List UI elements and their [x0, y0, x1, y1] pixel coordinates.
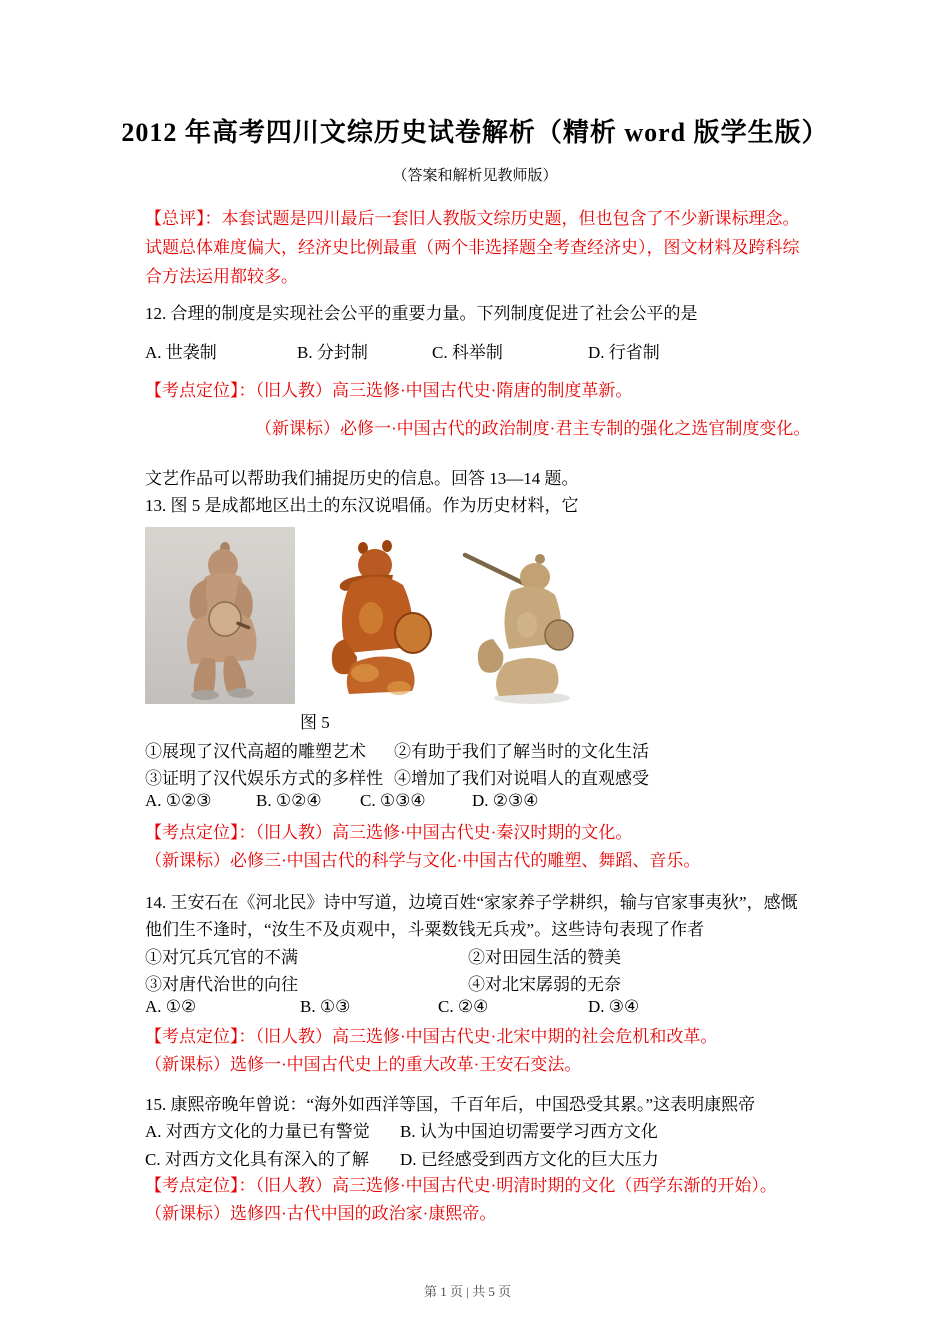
question-12-option-d: D. 行省制 — [588, 343, 660, 362]
question-15-exam-point-2: （新课标）选修四·古代中国的政治家·康熙帝。 — [145, 1204, 497, 1223]
question-14-option-d: D. ③④ — [588, 997, 640, 1016]
question-15-stem: 15. 康熙帝晚年曾说：“海外如西洋等国，千百年后，中国恐受其累。”这表明康熙帝 — [145, 1095, 756, 1114]
figurine-photo-standing — [145, 527, 295, 704]
overview-line-3: 合方法运用都较多。 — [145, 267, 298, 286]
question-15-option-b: B. 认为中国迫切需要学习西方文化 — [400, 1122, 658, 1141]
question-14-stem-line-2: 他们生不逢时，“汝生不及贞观中，斗粟数钱无兵戎”。这些诗句表现了作者 — [145, 920, 705, 939]
question-13-statement-4: ④增加了我们对说唱人的直观感受 — [394, 769, 649, 788]
figurine-photo-drummer — [447, 535, 587, 707]
figurine-photo-red — [303, 523, 460, 703]
question-14-option-c: C. ②④ — [438, 997, 489, 1016]
question-14-exam-point-2: （新课标）选修一·中国古代史上的重大改革·王安石变法。 — [145, 1055, 582, 1074]
question-14-statement-3: ③对唐代治世的向往 — [145, 975, 298, 994]
question-14-exam-point-1: 【考点定位】：（旧人教）高三选修·中国古代史·北宋中期的社会危机和改革。 — [145, 1027, 718, 1046]
question-14-option-a: A. ①② — [145, 997, 197, 1016]
question-13-option-d: D. ②③④ — [472, 791, 539, 810]
question-13-option-b: B. ①②④ — [256, 791, 322, 810]
question-13-option-c: C. ①③④ — [360, 791, 426, 810]
question-13-option-a: A. ①②③ — [145, 791, 212, 810]
question-12-exam-point-1: 【考点定位】：（旧人教）高三选修·中国古代史·隋唐的制度革新。 — [145, 381, 633, 400]
question-12-exam-point-2: （新课标）必修一·中国古代的政治制度·君主专制的强化之选官制度变化。 — [255, 419, 811, 438]
question-14-statement-2: ②对田园生活的赞美 — [468, 948, 621, 967]
question-13-stem: 13. 图 5 是成都地区出土的东汉说唱俑。作为历史材料，它 — [145, 496, 579, 515]
question-15-option-d: D. 已经感受到西方文化的巨大压力 — [400, 1150, 659, 1169]
question-15-exam-point-1: 【考点定位】：（旧人教）高三选修·中国古代史·明清时期的文化（西学东渐的开始）。 — [145, 1176, 777, 1195]
question-12-option-c: C. 科举制 — [432, 343, 503, 362]
question-15-option-c: C. 对西方文化具有深入的了解 — [145, 1150, 369, 1169]
question-14-statement-4: ④对北宋孱弱的无奈 — [468, 975, 621, 994]
question-13-exam-point-1: 【考点定位】：（旧人教）高三选修·中国古代史·秦汉时期的文化。 — [145, 823, 633, 842]
question-13-statement-2: ②有助于我们了解当时的文化生活 — [394, 742, 649, 761]
question-12-option-a: A. 世袭制 — [145, 343, 217, 362]
overview-line-1: 【总评】：本套试题是四川最后一套旧人教版文综历史题，但也包含了不少新课标理念。 — [145, 209, 800, 228]
question-14-statement-1: ①对冗兵冗官的不满 — [145, 948, 298, 967]
page-subtitle: （答案和解析见教师版） — [392, 168, 558, 184]
question-13-statement-1: ①展现了汉代高超的雕塑艺术 — [145, 742, 366, 761]
question-13-exam-point-2: （新课标）必修三·中国古代的科学与文化·中国古代的雕塑、舞蹈、音乐。 — [145, 851, 701, 870]
question-14-option-b: B. ①③ — [300, 997, 351, 1016]
figure-5-caption: 图 5 — [300, 713, 330, 732]
question-12-stem: 12. 合理的制度是实现社会公平的重要力量。下列制度促进了社会公平的是 — [145, 304, 698, 323]
page-title: 2012 年高考四川文综历史试卷解析（精析 word 版学生版） — [121, 118, 829, 147]
question-13-statement-3: ③证明了汉代娱乐方式的多样性 — [145, 769, 383, 788]
question-12-option-b: B. 分封制 — [297, 343, 368, 362]
section-13-intro: 文艺作品可以帮助我们捕捉历史的信息。回答 13—14 题。 — [145, 469, 579, 488]
question-15-option-a: A. 对西方文化的力量已有警觉 — [145, 1122, 370, 1141]
page-number-footer: 第 1 页 | 共 5 页 — [424, 1284, 512, 1299]
overview-line-2: 试题总体难度偏大，经济史比例最重（两个非选择题全考查经济史），图文材料及跨科综 — [145, 238, 800, 257]
question-14-stem-line-1: 14. 王安石在《河北民》诗中写道，边境百姓“家家养子学耕织，输与官家事夷狄”，感慨 — [145, 893, 798, 912]
